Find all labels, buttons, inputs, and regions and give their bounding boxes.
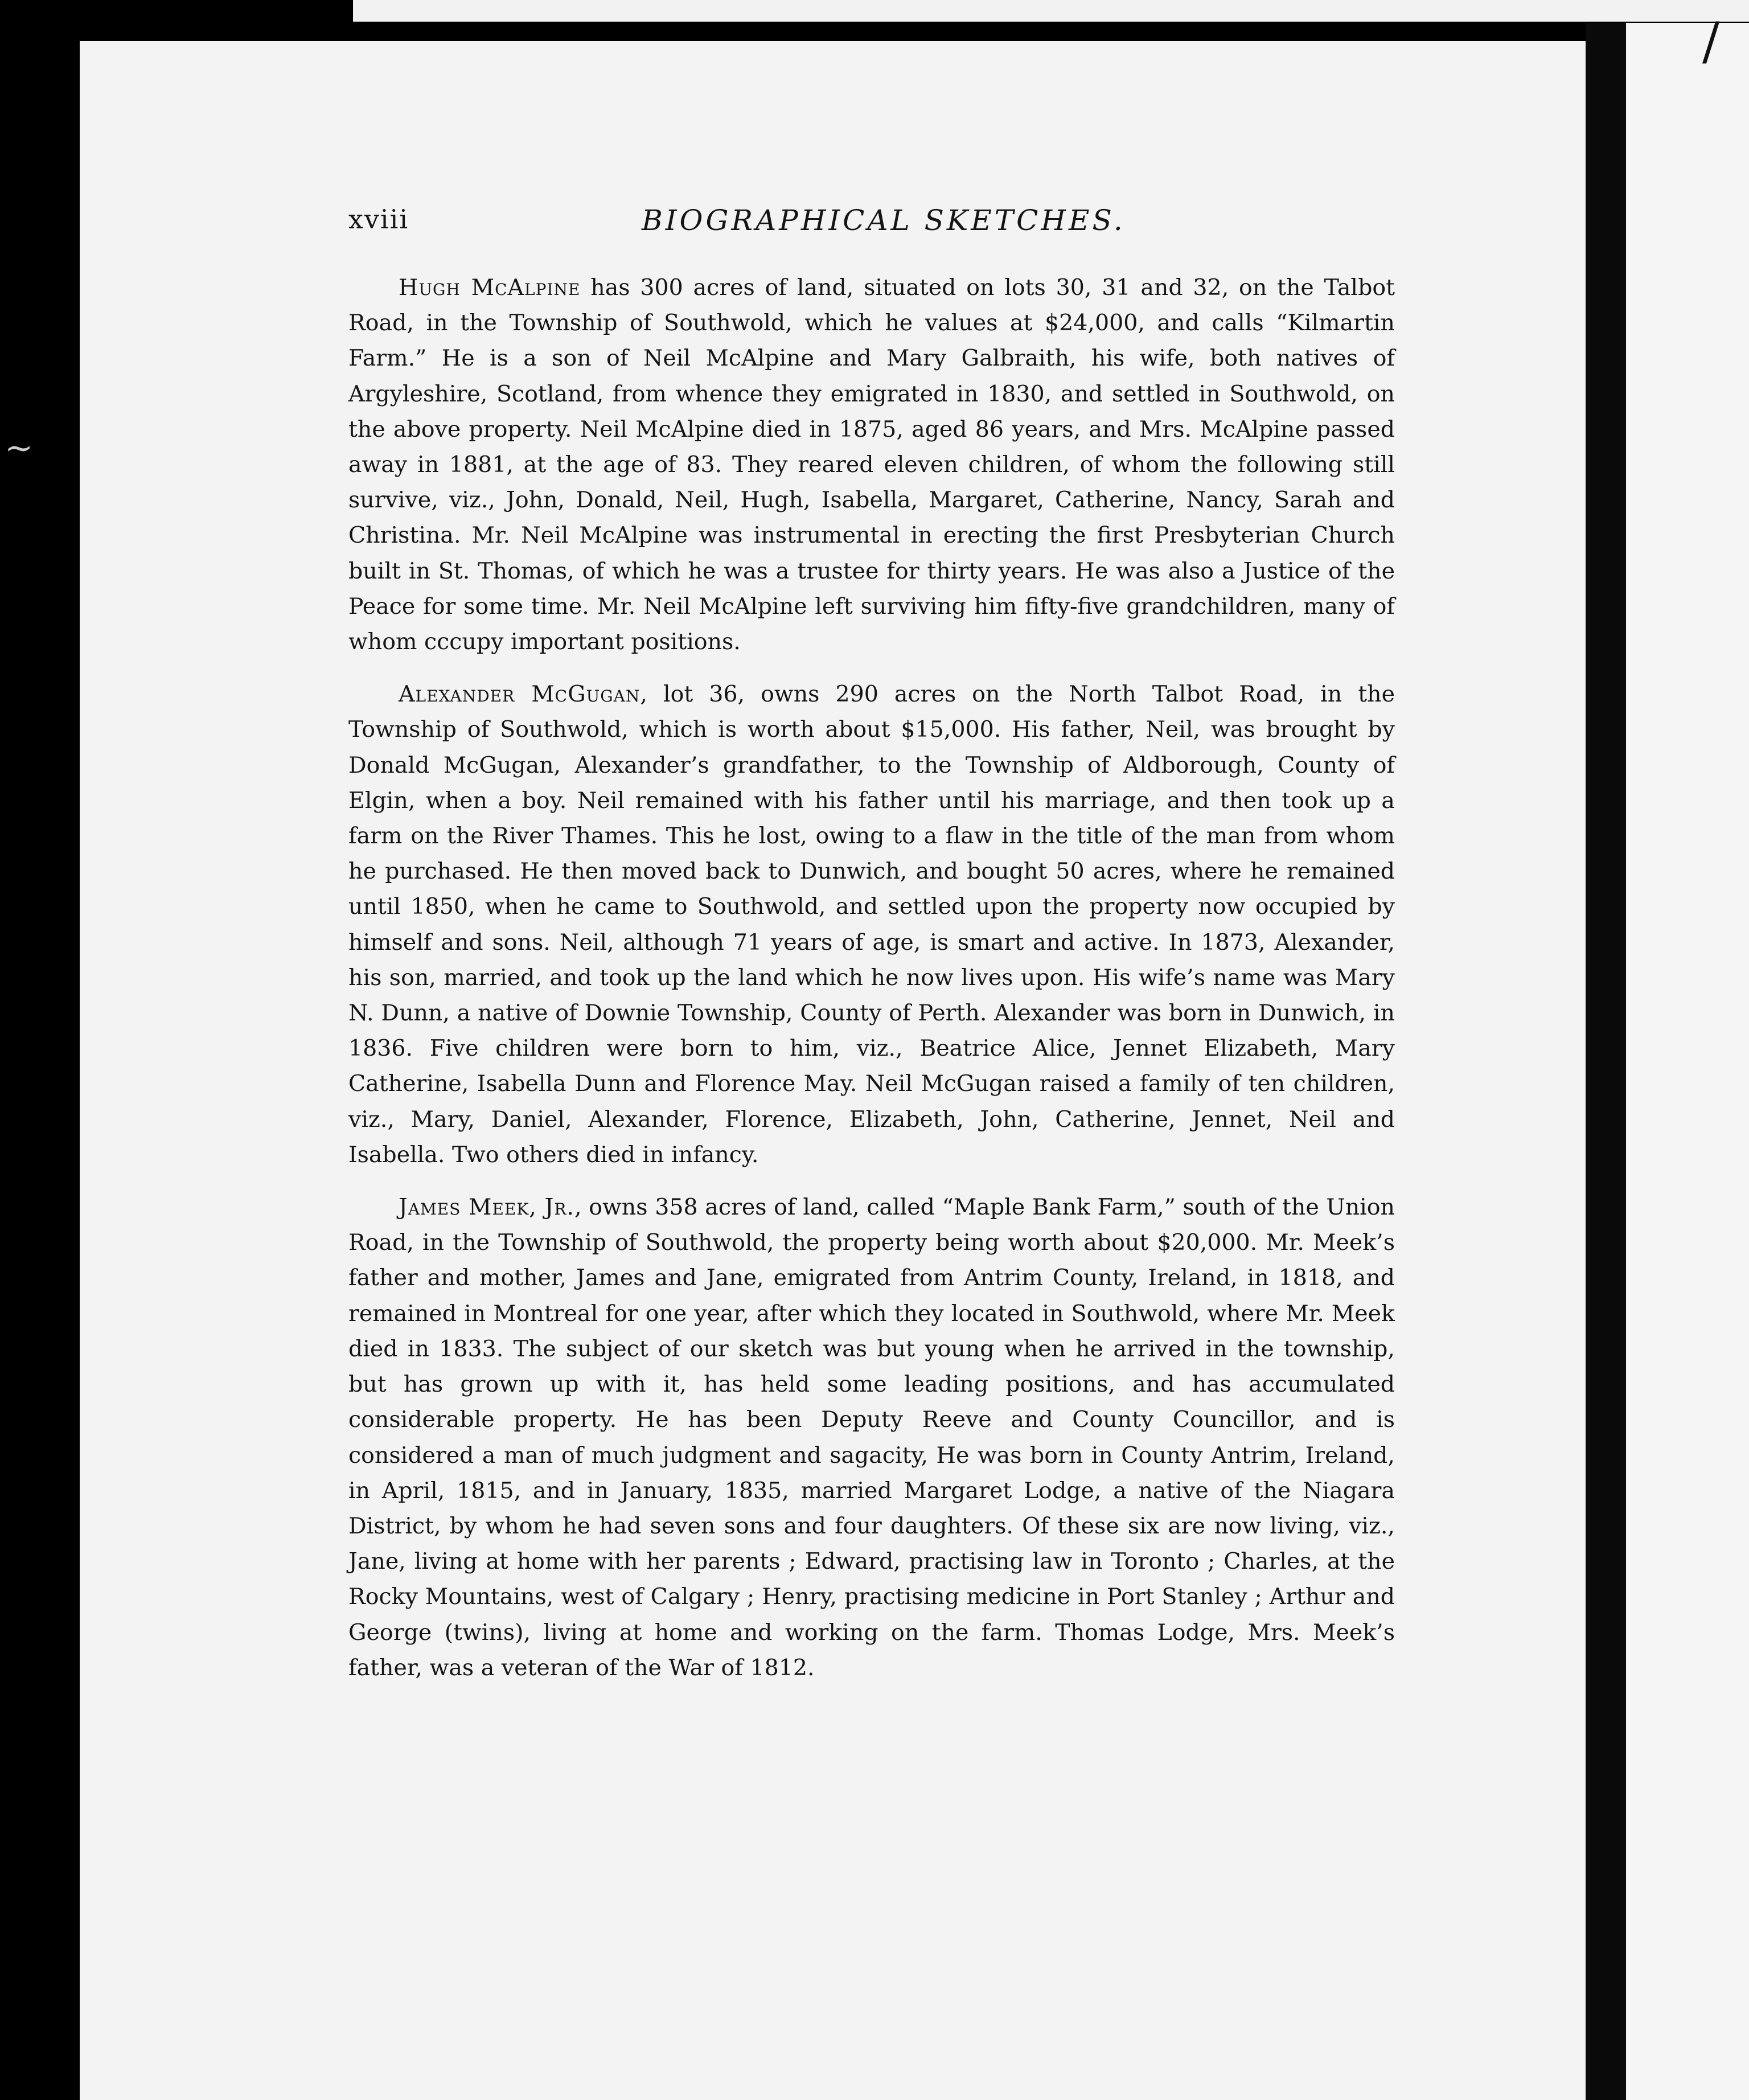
entry-text: has 300 acres of land, situated on lots 30, 31 and 32, on the Talbot Road, in the Township of Southwold, which he values at $24,000, and calls “Kilmartin Farm.” He is a son of Neil McAlpine and Mary Galbraith, his wife, both natives of Argyleshire, Scotland, from whence they emigrated in 1830, and settled in Southwold, on the above property. Neil McAlpine died in 1875, aged 86 years, and Mrs. McAlpine passed away in 1881, at the age of 83. They reared eleven children, of whom the following still survive, viz., John, Donald, Neil, Hugh, Isabella, Margaret, Catherine, Nancy, Sarah and Christina. Mr. Neil McAlpine was instrumental in erecting the first Presbyterian Church built in St. Thomas, of which he was a trustee for thirty years. He was also a Justice of the Peace for some time. Mr. Neil McAlpine left surviving him fifty-five grandchildren, many of whom cccupy important positions. (348, 274, 1395, 655)
entry-name: James Meek, Jr. (399, 1194, 574, 1221)
scan-mark-left: ~ (5, 428, 34, 468)
facing-page-edge (1626, 23, 1749, 2100)
running-title: BIOGRAPHICAL SKETCHES. (642, 204, 1126, 237)
top-page-edge (353, 0, 1749, 22)
body-text (348, 270, 1395, 1703)
scan-mark-right: / (1702, 11, 1720, 71)
paragraph-alexander-mcgugan (348, 676, 1395, 1172)
entry-text: , lot 36, owns 290 acres on the North Talbot Road, in the Township of Southwold, which is worth about $15,000. His father, Neil, was brought by Donald McGugan, Alexander’s grandfather, to the Township of Aldborough, County of Elgin, when a boy. Neil remained with his father until his marriage, and then took up a farm on the River Thames. This he lost, owing to a flaw in the title of the man from whom he purchased. He then moved back to Dunwich, and bought 50 acres, where he remained until 1850, when he came to Southwold, and settled upon the property now occupied by himself and sons. Neil, although 71 years of age, is smart and active. In 1873, Alexander, his son, married, and took up the land which he now lives upon. His wife’s name was Mary N. Dunn, a native of Downie Township, County of Perth. Alexander was born in Dunwich, in 1836. Five children were born to him, viz., Beatrice Alice, Jennet Elizabeth, Mary Catherine, Isabella Dunn and Florence May. Neil McGugan raised a family of ten children, viz., Mary, Daniel, Alexander, Florence, Elizabeth, John, Catherine, Jennet, Neil and Isabella. Two others died in infancy. (348, 681, 1395, 1168)
page-number: xviii (348, 204, 409, 235)
entry-text: , owns 358 acres of land, called “Maple Bank Farm,” south of the Union Road, in the Township of Southwold, the property being worth about $20,000. Mr. Meek’s father and mother, James and Jane, emigrated from Antrim County, Ireland, in 1818, and remained in Montreal for one year, after which they located in Southwold, where Mr. Meek died in 1833. The subject of our sketch was but young when he arrived in the township, but has grown up with it, has held some leading positions, and has accumulated considerable property. He has been Deputy Reeve and County Councillor, and is considered a man of much judgment and sagacity, He was born in County Antrim, Ireland, in April, 1815, and in January, 1835, married Margaret Lodge, a native of the Niagara District, by whom he had seven sons and four daughters. Of these six are now living, viz., Jane, living at home with her parents ; Edward, practising law in Toronto ; Charles, at the Rocky Mountains, west of Calgary ; Henry, practising medicine in Port Stanley ; Arthur and George (twins), living at home and working on the farm. Thomas Lodge, Mrs. Meek’s father, was a veteran of the War of 1812. (348, 1194, 1395, 1681)
page-header (348, 204, 1134, 249)
entry-name: Hugh McAlpine (399, 274, 581, 301)
entry-name: Alexander McGugan (399, 681, 641, 708)
paragraph-hugh-mcalpine (348, 270, 1395, 659)
paragraph-james-meek (348, 1190, 1395, 1685)
book-gutter (1586, 23, 1626, 2100)
